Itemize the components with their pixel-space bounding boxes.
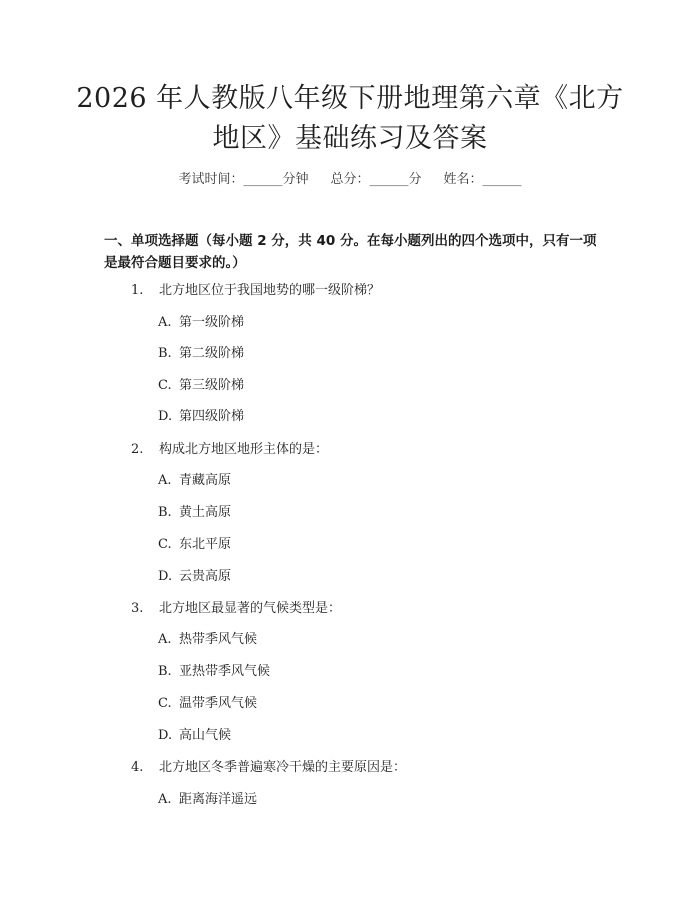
option-text: 温带季风气候: [179, 696, 258, 711]
question-3: [131, 600, 341, 618]
question-3-option-d: [158, 727, 231, 745]
exam-info-line: [0, 168, 700, 187]
question-2-option-d: [158, 568, 231, 586]
question-4: [131, 759, 406, 777]
option-letter: C.: [158, 696, 172, 711]
question-2-option-b: [158, 504, 231, 522]
question-1-option-a: [158, 314, 244, 332]
question-2-option-c: [158, 536, 231, 554]
option-letter: B.: [158, 664, 172, 679]
option-text: 第四级阶梯: [179, 409, 245, 424]
exam-time-field: 考试时间：______分钟: [178, 172, 309, 187]
option-text: 黄土高原: [179, 505, 232, 520]
question-2: [131, 441, 328, 459]
question-text: 北方地区冬季普遍寒冷干燥的主要原因是：: [159, 760, 407, 775]
option-text: 距离海洋遥远: [179, 792, 258, 807]
question-1-option-c: [158, 377, 244, 395]
question-text: 构成北方地区地形主体的是：: [159, 442, 329, 457]
option-letter: D.: [158, 409, 173, 424]
question-3-option-b: [158, 663, 270, 681]
question-2-option-a: [158, 472, 231, 490]
option-text: 亚热带季风气候: [179, 664, 271, 679]
option-text: 青藏高原: [179, 473, 232, 488]
option-letter: A.: [158, 315, 172, 330]
question-1: [131, 282, 380, 300]
question-number: 2.: [131, 442, 144, 457]
option-text: 第二级阶梯: [179, 346, 245, 361]
total-score-field: 总分：______分: [330, 172, 422, 187]
section-heading-single-choice: 一、单项选择题（每小题 2 分，共 40 分。在每小题列出的四个选项中，只有一项是最符合题目要求的。）: [104, 233, 597, 271]
option-letter: D.: [158, 569, 173, 584]
option-text: 东北平原: [179, 537, 232, 552]
question-4-option-a: [158, 791, 257, 809]
option-text: 云贵高原: [179, 569, 232, 584]
question-text: 北方地区最显著的气候类型是：: [159, 601, 342, 616]
document-title-line-2: 地区》基础练习及答案: [212, 123, 488, 154]
option-letter: B.: [158, 346, 172, 361]
student-name-field: 姓名：______: [443, 172, 522, 187]
option-text: 高山气候: [179, 728, 232, 743]
option-letter: A.: [158, 792, 172, 807]
question-text: 北方地区位于我国地势的哪一级阶梯？: [159, 283, 381, 298]
question-number: 4.: [131, 760, 144, 775]
question-number: 3.: [131, 601, 144, 616]
option-letter: B.: [158, 505, 172, 520]
option-letter: A.: [158, 473, 172, 488]
question-number: 1.: [131, 283, 144, 298]
option-text: 第三级阶梯: [179, 378, 245, 393]
document-title-line-1: 2026 年人教版八年级下册地理第六章《北方: [76, 83, 624, 114]
question-1-option-d: [158, 408, 244, 426]
question-3-option-c: [158, 695, 257, 713]
option-letter: C.: [158, 378, 172, 393]
option-letter: C.: [158, 537, 172, 552]
option-letter: A.: [158, 632, 172, 647]
option-text: 热带季风气候: [179, 632, 258, 647]
question-1-option-b: [158, 345, 244, 363]
question-3-option-a: [158, 631, 257, 649]
option-text: 第一级阶梯: [179, 315, 245, 330]
option-letter: D.: [158, 728, 173, 743]
